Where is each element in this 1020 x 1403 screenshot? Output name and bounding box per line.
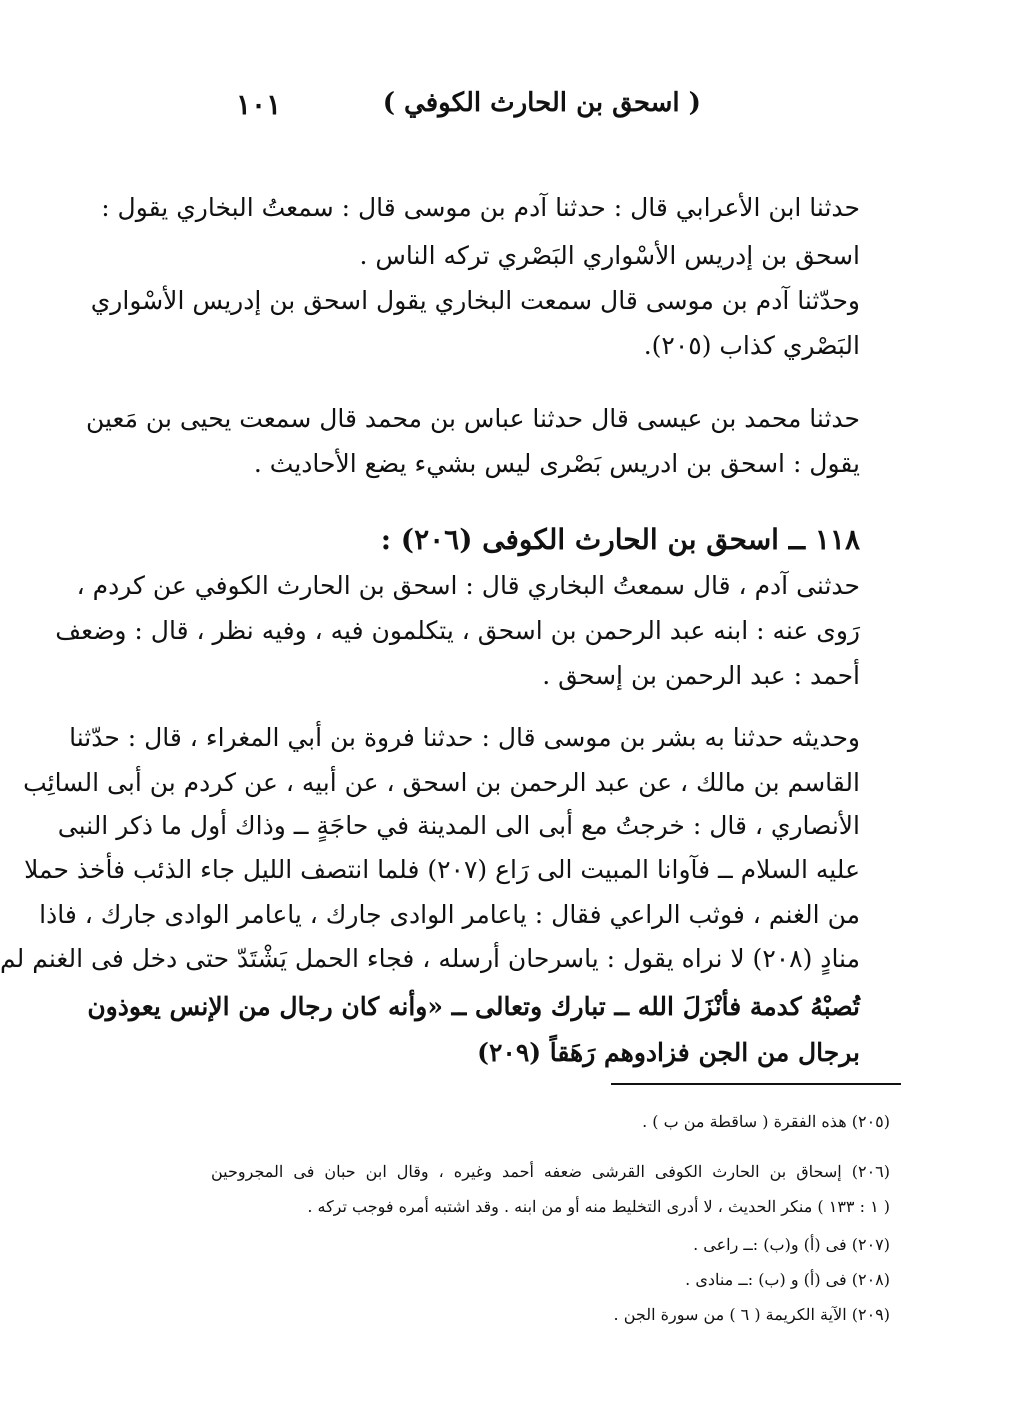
paragraph-5-line-8: برجال من الجن فزادوهم رَهَقاً (٢٠٩) (477, 1038, 860, 1067)
footnote-206-line-1: (٢٠٦) إسحاق بن الحارث الكوفى القرشى ضعفه أحمد وغيره ، وقال ابن حبان فى المجروحين (211, 1162, 890, 1181)
footnote-208: (٢٠٨) فى (أ) و (ب) :ــ منادى . (685, 1270, 890, 1289)
paragraph-5-line-5: من الغنم ، فوثب الراعي فقال : ياعامر الوادى جارك ، ياعامر الوادى جارك ، فاذا (39, 900, 860, 929)
paragraph-3-line-2: يقول : اسحق بن ادريس بَصْرى ليس بشيء يضع الأحاديث . (253, 449, 860, 478)
paragraph-4-line-2: رَوى عنه : ابنه عبد الرحمن بن اسحق ، يتكلمون فيه ، وفيه نظر ، قال : وضعف (55, 616, 860, 645)
paragraph-5-line-6: منادٍ (٢٠٨) لا نراه يقول : ياسرحان أرسله ، فجاء الحمل يَشْتَدّ حتى دخل فى الغنم لم (0, 944, 860, 973)
entry-heading: ١١٨ ــ اسحق بن الحارث الكوفى (٢٠٦) : (380, 523, 860, 556)
footnote-205: (٢٠٥) هذه الفقرة ( ساقطة من ب ) . (642, 1112, 890, 1131)
footnote-209: (٢٠٩) الآية الكريمة ( ٦ ) من سورة الجن . (613, 1305, 890, 1324)
running-title: ( اسحق بن الحارث الكوفي ) (382, 88, 701, 118)
paragraph-1-line-2: اسحق بن إدريس الأسْواري البَصْري تركه الناس . (359, 241, 860, 270)
paragraph-5-line-4: عليه السلام ــ فآوانا المبيت الى رَاع (٢٠٧) فلما انتصف الليل جاء الذئب فأخذ حملا (24, 855, 860, 884)
paragraph-1-line-1: حدثنا ابن الأعرابي قال : حدثنا آدم بن موسى قال : سمعتُ البخاري يقول : (101, 193, 860, 222)
paragraph-5-line-1: وحديثه حدثنا به بشر بن موسى قال : حدثنا فروة بن أبي المغراء ، قال : حدّثنا (69, 723, 860, 752)
paragraph-2-line-2: البَصْري كذاب (٢٠٥). (643, 331, 860, 360)
paragraph-2-line-1: وحدّثنا آدم بن موسى قال سمعت البخاري يقول اسحق بن إدريس الأسْواري (90, 286, 860, 315)
footnote-separator (611, 1083, 901, 1085)
paragraph-4-line-1: حدثنى آدم ، قال سمعتُ البخاري قال : اسحق بن الحارث الكوفي عن كردم ، (76, 571, 860, 600)
footnote-206-line-2: ( ١ : ١٣٣ ) منكر الحديث ، لا أدرى التخليط منه أو من ابنه . وقد اشتبه أمره فوجب تركه . (307, 1197, 890, 1216)
paragraph-4-line-3: أحمد : عبد الرحمن بن إسحق . (542, 661, 860, 690)
page-header (211, 88, 891, 128)
paragraph-5-line-7: تُصبْهُ كدمة فأنْزَلَ الله ــ تبارك وتعالى ــ «وأنه كان رجال من الإنس يعوذون (87, 992, 860, 1021)
paragraph-5-line-2: القاسم بن مالك ، عن عبد الرحمن بن اسحق ، عن أبيه ، عن كردم بن أبى السائِب (23, 768, 860, 797)
page-number: ١٠١ (236, 88, 282, 121)
footnote-207: (٢٠٧) فى (أ) و(ب) :ــ راعى . (693, 1235, 890, 1254)
paragraph-3-line-1: حدثنا محمد بن عيسى قال حدثنا عباس بن محمد قال سمعت يحيى بن مَعين (85, 404, 860, 433)
paragraph-5-line-3: الأنصاري ، قال : خرجتُ مع أبى الى المدينة في حاجَةٍ ــ وذاك أول ما ذكر النبى (57, 811, 860, 840)
